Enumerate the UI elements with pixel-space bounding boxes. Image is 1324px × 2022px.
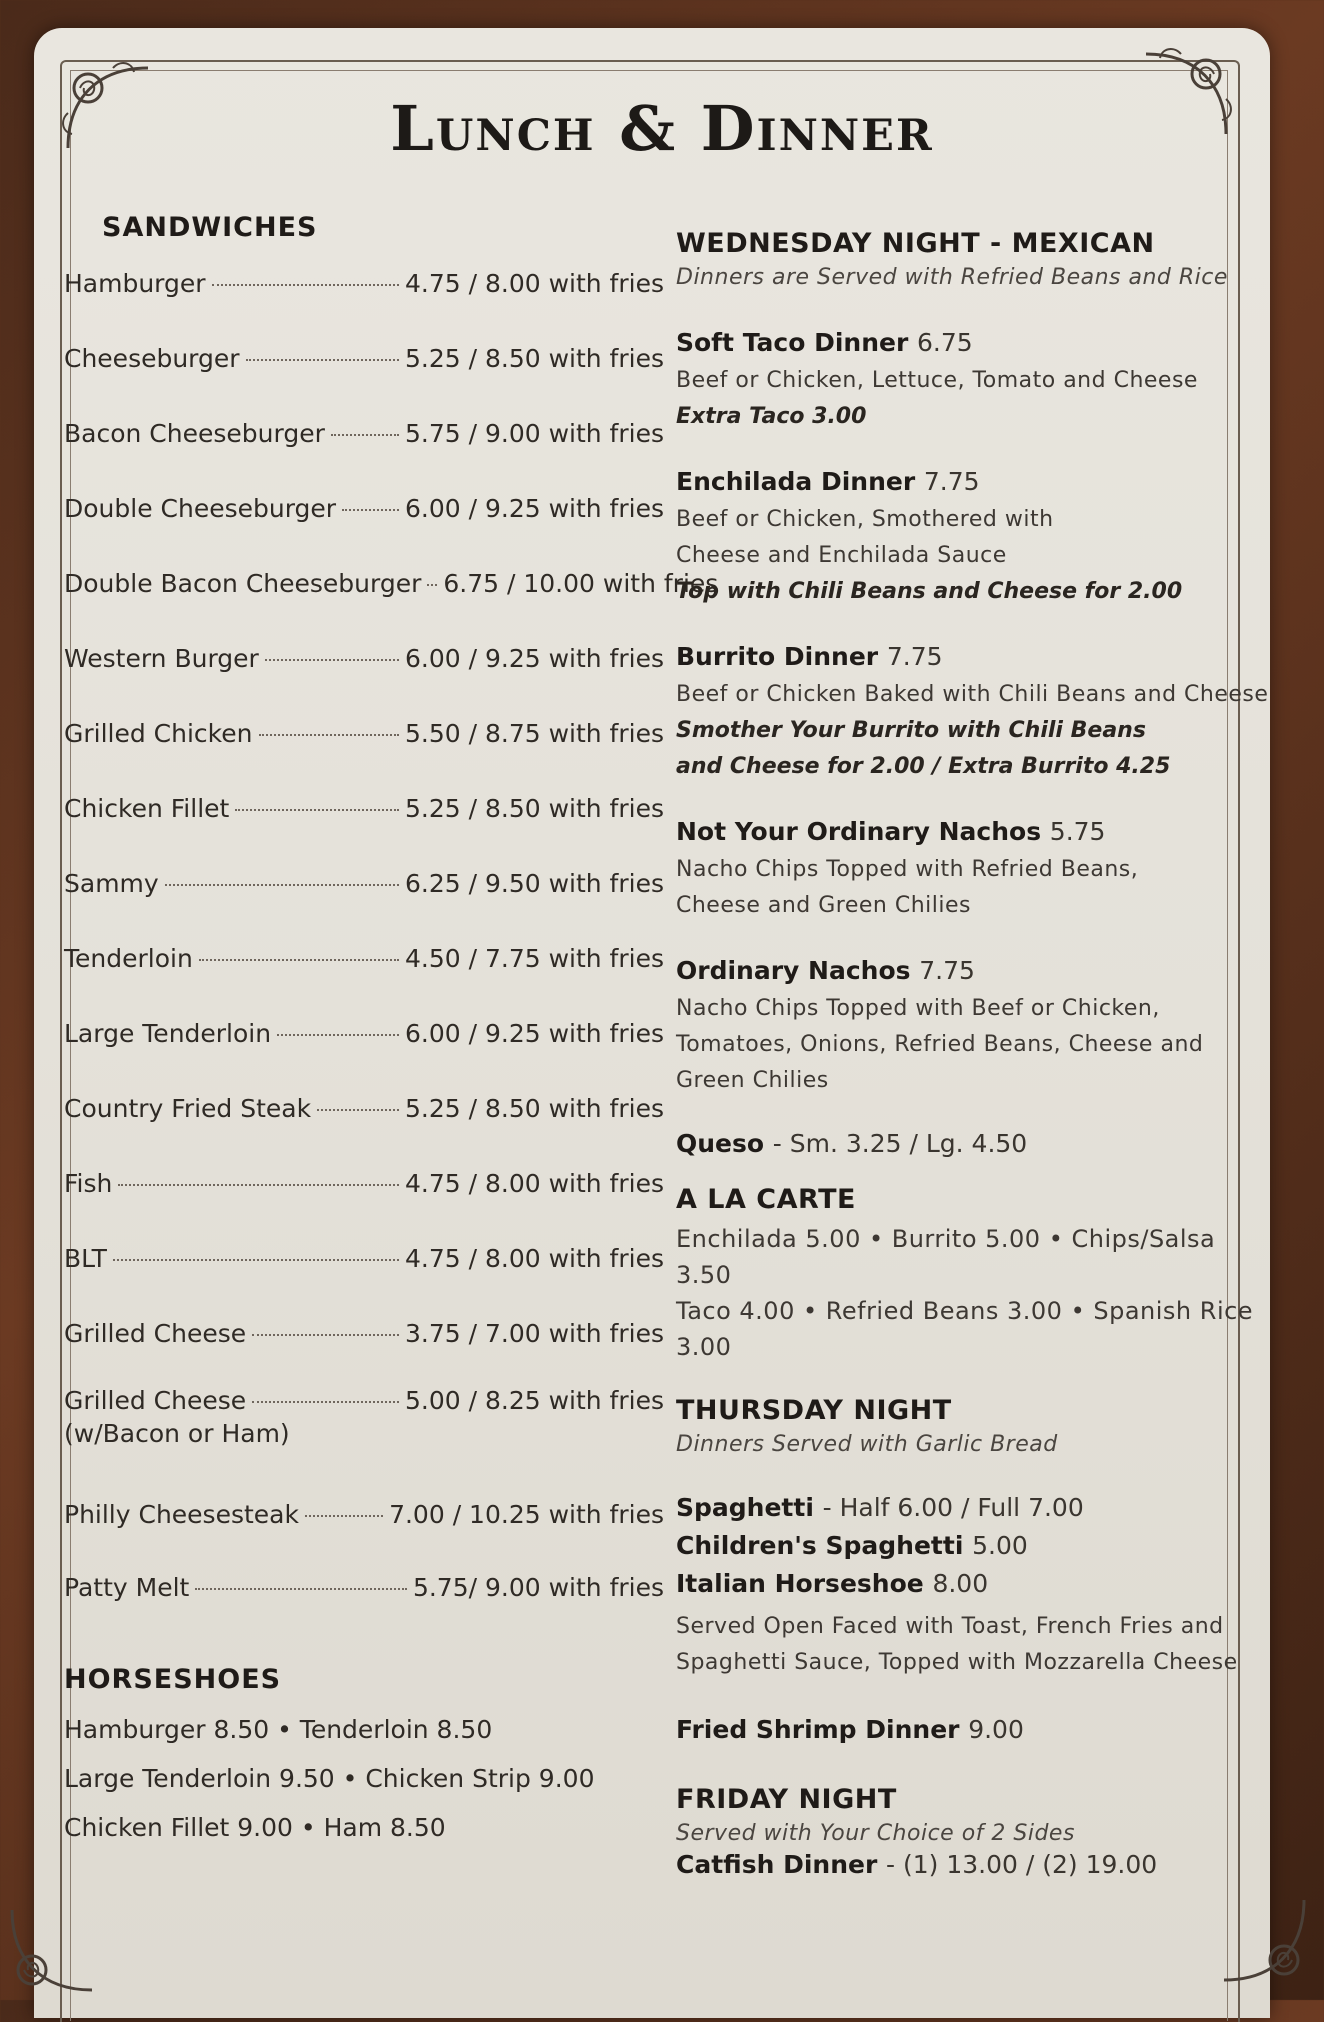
sandwich-row xyxy=(64,269,664,298)
dot-leader xyxy=(342,509,399,511)
item-price: 7.75 xyxy=(923,467,980,496)
sandwich-row xyxy=(64,1094,664,1123)
a-la-carte-section xyxy=(676,1184,1276,1365)
horseshoes-line: Hamburger 8.50 • Tenderloin 8.50 xyxy=(64,1715,493,1744)
sandwich-name: Double Bacon Cheeseburger xyxy=(64,569,422,598)
wednesday-subheading: Dinners are Served with Refried Beans and Rice xyxy=(676,265,1228,290)
sandwich-row xyxy=(64,1169,664,1198)
dot-leader xyxy=(165,884,399,886)
thursday-subheading: Dinners Served with Garlic Bread xyxy=(676,1432,1058,1457)
item-description: Beef or Chicken Baked with Chili Beans and Cheese xyxy=(676,682,1269,707)
dot-leader xyxy=(252,1334,399,1336)
dot-leader xyxy=(252,1401,399,1403)
sandwich-price: 6.25 / 9.50 with fries xyxy=(404,869,664,898)
dot-leader xyxy=(305,1515,383,1517)
burrito-item xyxy=(676,642,1276,785)
item-note: and Cheese for 2.00 / Extra Burrito 4.25 xyxy=(676,754,1171,779)
item-note: Extra Taco 3.00 xyxy=(676,404,867,429)
sandwich-row xyxy=(64,419,664,448)
enchilada-item xyxy=(676,467,1276,610)
sandwich-row xyxy=(64,344,664,373)
friday-section xyxy=(676,1784,1276,1879)
sandwich-name: Chicken Fillet xyxy=(64,794,230,823)
item-description: Tomatoes, Onions, Refried Beans, Cheese and xyxy=(676,1032,1204,1057)
dot-leader xyxy=(246,359,399,361)
sandwich-item xyxy=(64,269,664,298)
menu-title: Lunch & Dinner xyxy=(390,92,934,165)
sandwich-item xyxy=(64,719,664,748)
sandwich-item xyxy=(64,1573,664,1602)
sandwich-item xyxy=(64,794,664,823)
sandwich-item xyxy=(64,1169,664,1198)
ornament-corner-icon xyxy=(2,1900,102,2000)
sandwich-price: 4.50 / 7.75 with fries xyxy=(404,944,664,973)
item-price: 8.00 xyxy=(932,1569,989,1598)
item-description: Served Open Faced with Toast, French Fries and xyxy=(676,1614,1224,1639)
item-price: 9.00 xyxy=(968,1715,1024,1744)
sandwich-item xyxy=(64,494,664,523)
dot-leader xyxy=(118,1184,399,1186)
sandwich-item xyxy=(64,1386,664,1448)
dot-leader xyxy=(265,659,399,661)
sandwich-price: 5.25 / 8.50 with fries xyxy=(404,1094,664,1123)
ordinary-nachos-item xyxy=(676,956,1276,1099)
dot-leader xyxy=(277,1034,399,1036)
item-description: Green Chilies xyxy=(676,1068,829,1093)
thursday-heading: THURSDAY NIGHT xyxy=(676,1395,952,1426)
queso-item xyxy=(676,1129,1276,1158)
sandwich-name: BLT xyxy=(64,1244,107,1273)
sandwich-row xyxy=(64,569,719,598)
item-description: Beef or Chicken, Smothered with xyxy=(676,507,1054,532)
sandwich-item xyxy=(64,1500,664,1529)
sandwich-name: Double Cheeseburger xyxy=(64,494,337,523)
dot-leader xyxy=(113,1259,399,1261)
sandwich-row xyxy=(64,1386,664,1415)
dot-leader xyxy=(235,809,399,811)
item-name: Italian Horseshoe xyxy=(676,1569,924,1598)
dot-leader xyxy=(212,284,399,286)
sandwiches-heading: SANDWICHES xyxy=(102,212,318,243)
friday-heading: FRIDAY NIGHT xyxy=(676,1784,897,1815)
thursday-section xyxy=(676,1395,1276,1744)
sandwich-name: Sammy xyxy=(64,869,159,898)
sandwich-name: Grilled Cheese xyxy=(64,1319,247,1348)
item-price: 7.75 xyxy=(886,642,943,671)
horseshoes-line: Large Tenderloin 9.50 • Chicken Strip 9.00 xyxy=(64,1764,595,1793)
sandwich-name: Fish xyxy=(64,1169,113,1198)
sandwich-note: (w/Bacon or Ham) xyxy=(64,1419,290,1448)
sandwich-row xyxy=(64,644,664,673)
dot-leader xyxy=(195,1588,407,1590)
item-name: Spaghetti xyxy=(676,1493,814,1522)
dot-leader xyxy=(199,959,399,961)
item-description: Cheese and Green Chilies xyxy=(676,893,972,918)
sandwich-item xyxy=(64,1019,664,1048)
sandwich-price: 7.00 / 10.25 with fries xyxy=(389,1500,664,1529)
sandwich-name: Philly Cheesesteak xyxy=(64,1500,299,1529)
sandwich-price: 6.00 / 9.25 with fries xyxy=(404,1019,664,1048)
sandwich-row xyxy=(64,1244,664,1273)
item-name: Ordinary Nachos xyxy=(676,956,911,985)
sandwich-item xyxy=(64,644,664,673)
item-price: 6.75 xyxy=(917,328,973,357)
sandwich-item xyxy=(64,1244,664,1273)
sandwich-price: 3.75 / 7.00 with fries xyxy=(404,1319,664,1348)
item-name: Queso xyxy=(676,1129,765,1158)
soft-taco-item xyxy=(676,328,1276,435)
dot-leader xyxy=(317,1109,399,1111)
sandwich-item xyxy=(64,1319,664,1348)
a-la-carte-line: Taco 4.00 • Refried Beans 3.00 • Spanish Rice 3.00 xyxy=(676,1297,1254,1361)
a-la-carte-line: Enchilada 5.00 • Burrito 5.00 • Chips/Salsa 3.50 xyxy=(676,1225,1216,1289)
not-ordinary-nachos-item xyxy=(676,817,1276,924)
item-description: Nacho Chips Topped with Refried Beans, xyxy=(676,857,1139,882)
sandwich-name: Country Fried Steak xyxy=(64,1094,312,1123)
sandwich-row xyxy=(64,494,664,523)
item-note: Smother Your Burrito with Chili Beans xyxy=(676,718,1146,743)
item-description: Nacho Chips Topped with Beef or Chicken, xyxy=(676,996,1160,1021)
sandwich-item xyxy=(64,419,664,448)
sandwich-row xyxy=(64,1019,664,1048)
item-name: Not Your Ordinary Nachos xyxy=(676,817,1042,846)
item-description: Spaghetti Sauce, Topped with Mozzarella Cheese xyxy=(676,1650,1238,1675)
sandwich-price: 6.75 / 10.00 with fries xyxy=(443,569,719,598)
dot-leader xyxy=(259,734,399,736)
item-name: Enchilada Dinner xyxy=(676,467,916,496)
sandwich-row xyxy=(64,1319,664,1348)
item-name: Catfish Dinner xyxy=(676,1850,878,1879)
sandwich-item xyxy=(64,1094,664,1123)
sandwich-name: Western Burger xyxy=(64,644,259,673)
sandwich-price: 5.00 / 8.25 with fries xyxy=(404,1386,664,1415)
sandwich-name: Hamburger xyxy=(64,269,206,298)
ornament-corner-icon xyxy=(1214,1890,1314,1990)
sandwich-row xyxy=(64,944,664,973)
sandwich-price: 6.00 / 9.25 with fries xyxy=(404,644,664,673)
left-column xyxy=(64,212,719,1842)
sandwich-row xyxy=(64,869,664,898)
item-price: - (1) 13.00 / (2) 19.00 xyxy=(886,1850,1158,1879)
sandwich-name: Cheeseburger xyxy=(64,344,240,373)
sandwich-price: 4.75 / 8.00 with fries xyxy=(404,269,664,298)
sandwich-price: 4.75 / 8.00 with fries xyxy=(404,1169,664,1198)
sandwich-price: 6.00 / 9.25 with fries xyxy=(404,494,664,523)
sandwich-name: Large Tenderloin xyxy=(64,1019,272,1048)
sandwich-item xyxy=(64,944,664,973)
sandwich-item xyxy=(64,569,719,598)
sandwich-price: 5.50 / 8.75 with fries xyxy=(404,719,664,748)
sandwich-price: 4.75 / 8.00 with fries xyxy=(404,1244,664,1273)
sandwich-row xyxy=(64,794,664,823)
item-price: - Sm. 3.25 / Lg. 4.50 xyxy=(772,1129,1028,1158)
item-price: - Half 6.00 / Full 7.00 xyxy=(822,1493,1084,1522)
item-name: Fried Shrimp Dinner xyxy=(676,1715,960,1744)
sandwich-name: Grilled Cheese xyxy=(64,1386,247,1415)
item-price: 7.75 xyxy=(919,956,975,985)
item-note: Top with Chili Beans and Cheese for 2.00 xyxy=(676,579,1183,604)
sandwich-list xyxy=(64,269,719,1602)
sandwich-item xyxy=(64,869,664,898)
sandwich-price: 5.25 / 8.50 with fries xyxy=(404,344,664,373)
sandwich-row xyxy=(64,1500,664,1529)
horseshoes-line: Chicken Fillet 9.00 • Ham 8.50 xyxy=(64,1813,446,1842)
item-price: 5.00 xyxy=(972,1531,1028,1560)
sandwich-price: 5.75/ 9.00 with fries xyxy=(412,1573,664,1602)
friday-subheading: Served with Your Choice of 2 Sides xyxy=(676,1821,1075,1846)
item-name: Burrito Dinner xyxy=(676,642,879,671)
item-name: Children's Spaghetti xyxy=(676,1531,964,1560)
sandwich-name: Tenderloin xyxy=(64,944,193,973)
horseshoes-heading: HORSESHOES xyxy=(64,1664,282,1695)
item-description: Beef or Chicken, Lettuce, Tomato and Cheese xyxy=(676,368,1198,393)
sandwich-name: Grilled Chicken xyxy=(64,719,253,748)
sandwich-name: Patty Melt xyxy=(64,1573,190,1602)
item-description: Cheese and Enchilada Sauce xyxy=(676,543,1007,568)
item-name: Soft Taco Dinner xyxy=(676,328,909,357)
a-la-carte-heading: A LA CARTE xyxy=(676,1184,856,1215)
dot-leader xyxy=(331,434,399,436)
sandwich-row xyxy=(64,1573,664,1602)
item-price: 5.75 xyxy=(1049,817,1106,846)
sandwich-row xyxy=(64,719,664,748)
sandwich-price: 5.25 / 8.50 with fries xyxy=(404,794,664,823)
sandwich-name: Bacon Cheeseburger xyxy=(64,419,325,448)
sandwich-price: 5.75 / 9.00 with fries xyxy=(404,419,664,448)
right-column xyxy=(676,228,1276,1879)
sandwich-item xyxy=(64,344,664,373)
wednesday-heading: WEDNESDAY NIGHT - MEXICAN xyxy=(676,228,1155,259)
dot-leader xyxy=(427,584,437,586)
